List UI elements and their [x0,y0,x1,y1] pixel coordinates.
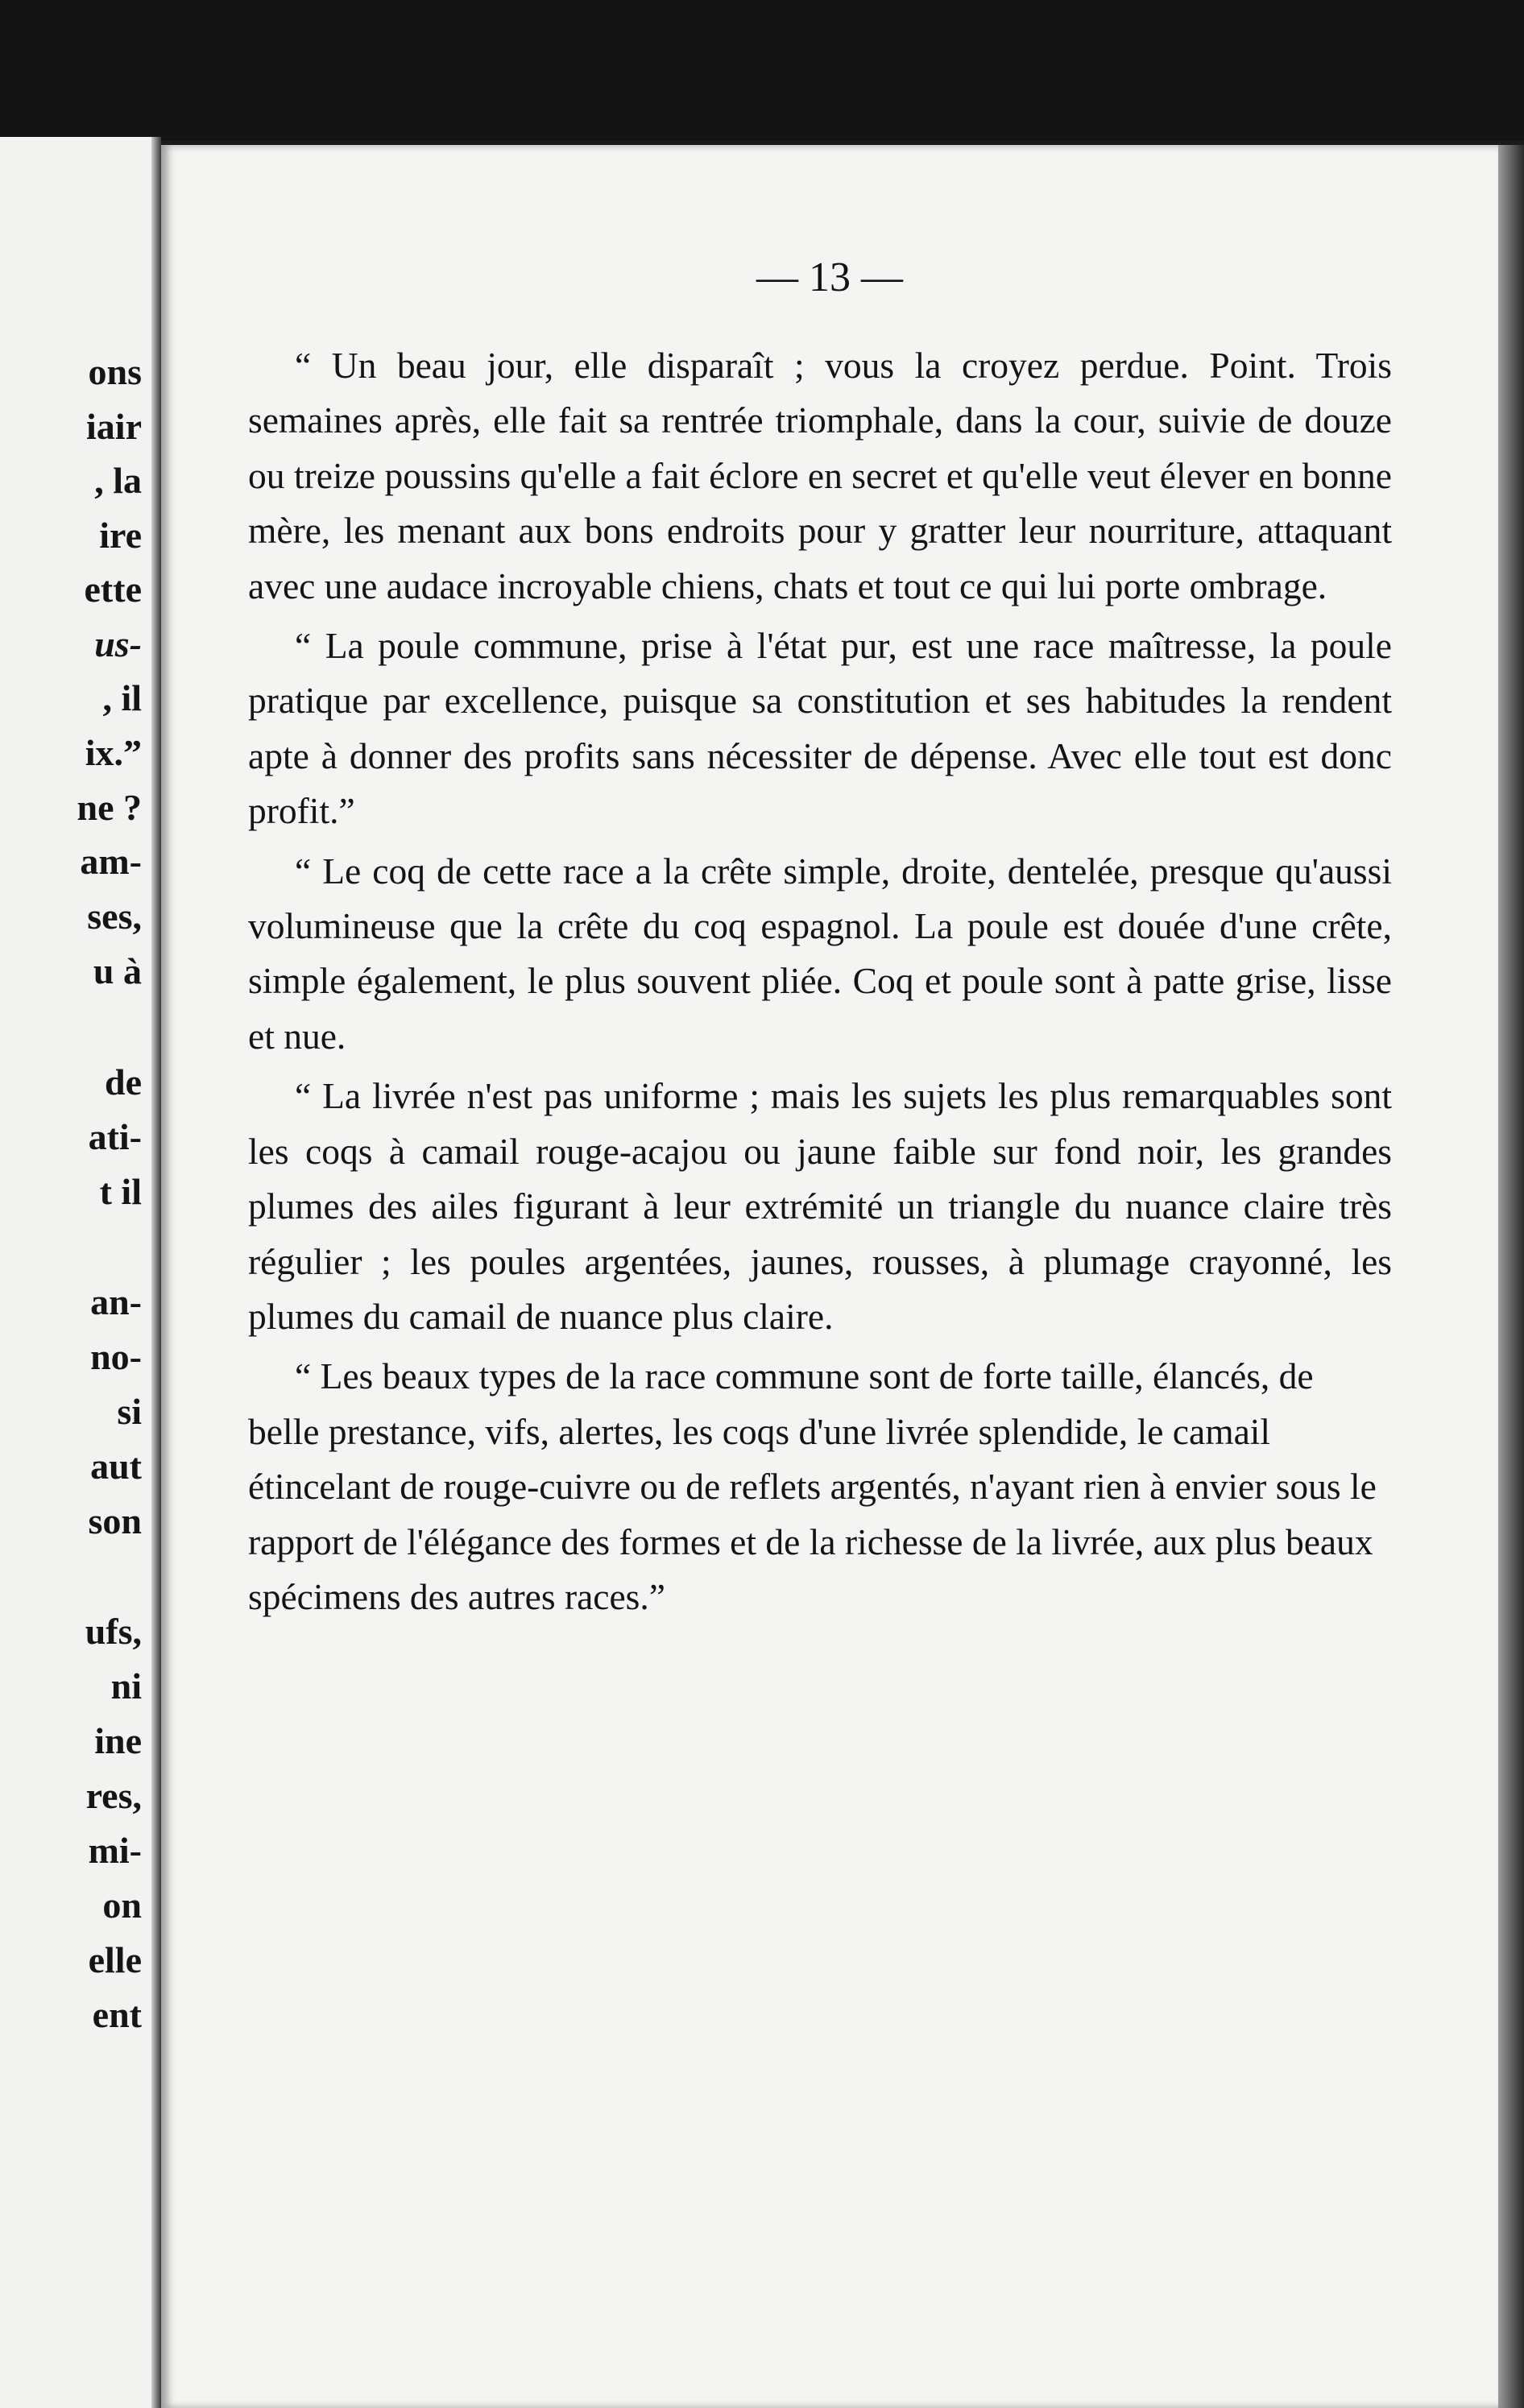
left-page-fragment: res, [85,1775,142,1816]
left-page-fragment: ni [110,1665,142,1707]
left-page-fragment: ons [88,351,142,392]
left-page-fragment: ire [99,515,142,556]
left-page-fragment: us- [94,623,142,664]
left-page-fragment: de [105,1061,142,1103]
left-page-fragment: son [88,1500,142,1541]
left-page-fragment: ufs, [85,1611,142,1652]
left-page-fragment: ses, [87,896,142,937]
left-page-fragment: aut [90,1446,142,1487]
page-number: — 13 — [756,254,903,300]
paragraph: “ Un beau jour, elle disparaît ; vous la croyez perdue. Point. Trois semaines après, elle fait sa rentrée triomphale, dans la cour, suivie de douze ou treize poussins qu'elle a fait éclore en secret et qu'elle veut élever en bonne mère, les menant aux bons endroits pour y gratter leur nourriture, attaquant avec une audace incroyable chiens, chats et tout ce qui lui porte ombrage. [248,345,1392,606]
left-page-fragment: ne ? [77,787,142,828]
left-page-fragment: , la [94,460,142,501]
scan-top-border [0,0,1524,141]
left-page-fragment: ette [84,569,142,610]
left-page-fragment: t il [99,1171,142,1212]
left-page-fragment: ati- [88,1116,142,1157]
left-page-fragment: , il [102,677,142,718]
left-page-fragment: an- [90,1281,142,1322]
left-page-fragment: ix.” [85,732,142,773]
left-page-fragment: ine [94,1720,142,1761]
page-edge-shadow [1498,145,1524,2408]
left-page-fragment: mi- [88,1830,142,1871]
paragraph: “ La poule commune, prise à l'état pur, est une race maîtresse, la poule pratique par excellence, puisque sa constitution et ses habitudes la rendent apte à donner des profits sans nécessiter de dépense. Avec elle tout est donc profit.” [248,625,1392,832]
left-page-fragment: u à [93,950,142,991]
page-gutter [151,137,161,2408]
left-page-fragment: iair [86,406,142,447]
book-page [161,145,1498,2408]
left-facing-page [0,137,161,2408]
left-page-fragment: no- [90,1336,142,1377]
left-page-fragment: si [117,1391,142,1432]
paragraph: “ La livrée n'est pas uniforme ; mais les sujets les plus remarquables sont les coqs à camail rouge-acajou ou jaune faible sur fond noir, les grandes plumes des ailes figurant à leur extrémité un triangle du nuance claire très régulier ; les poules argentées, jaunes, rousses, à plumage crayonné, les plumes du camail de nuance plus claire. [248,1075,1392,1337]
left-page-fragment: am- [80,841,142,882]
paragraph: “ Les beaux types de la race commune sont de forte taille, élancés, de belle prestance, vifs, alertes, les coqs d'une livrée splendide, le camail étincelant de rouge-cuivre ou de reflets argentés, n'ayant rien à envier sous le rapport de l'élégance des formes et de la richesse de la livrée, aux plus beaux spécimens des autres races.” [248,1355,1377,1617]
page-body [248,338,1392,1629]
left-page-fragment: elle [88,1939,142,1980]
paragraph: “ Le coq de cette race a la crête simple, droite, dentelée, presque qu'aussi volumineuse que la crête du coq espagnol. La poule est douée d'une crête, simple également, le plus souvent pliée. Coq et poule sont à patte grise, lisse et nue. [248,850,1392,1057]
left-page-fragment: on [102,1885,142,1926]
left-page-fragment: ent [92,1994,142,2035]
